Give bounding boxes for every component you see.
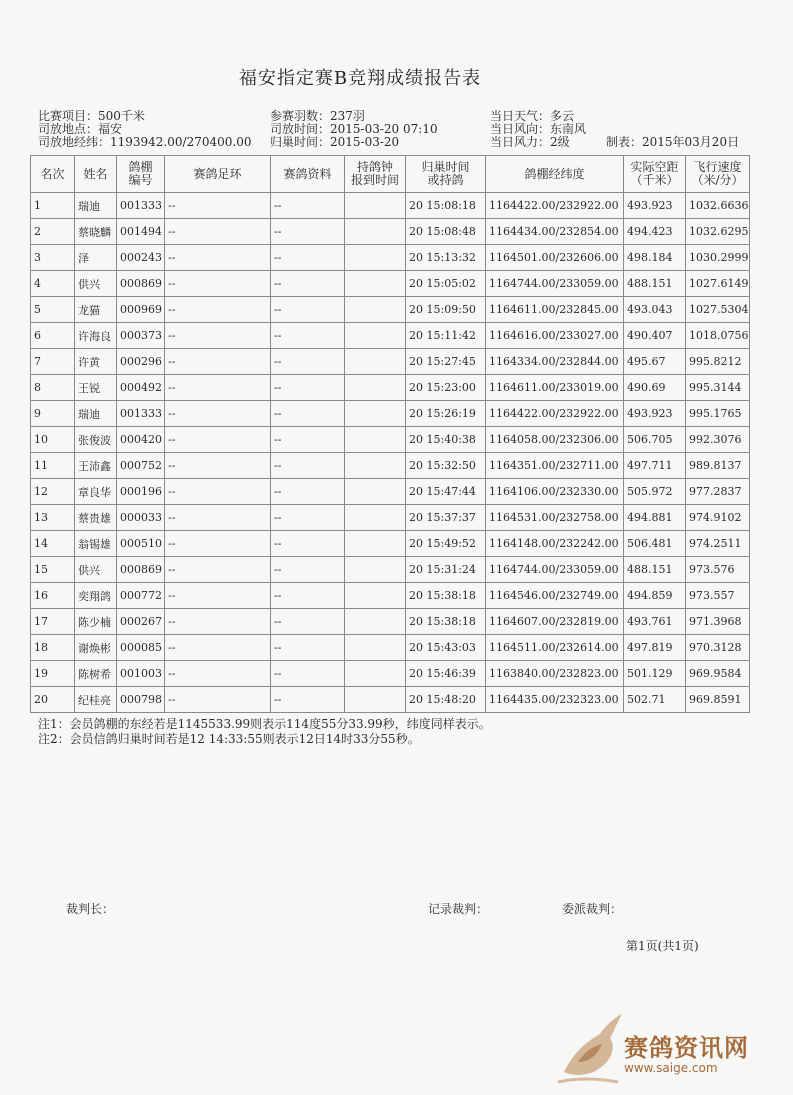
cell-name: 龙猫	[75, 297, 117, 323]
cell-speed: 989.8137	[686, 453, 750, 479]
signature-delegated-judge: 委派裁判：	[562, 902, 623, 916]
cell-return-time: 20 15:23:00	[406, 375, 486, 401]
cell-clock-time	[345, 271, 406, 297]
cell-ring: --	[165, 557, 271, 583]
table-row	[31, 375, 750, 401]
note-1: 注1：会员鸽棚的东经若是1145533.99则表示114度55分33.99秒，纬度同样表示。	[38, 717, 491, 731]
table-header-row	[31, 156, 750, 193]
cell-loft-coords: 1164611.00/233019.00	[486, 375, 624, 401]
page-title: 福安指定赛B竞翔成绩报告表	[238, 68, 482, 89]
cell-return-time: 20 15:31:24	[406, 557, 486, 583]
cell-distance: 494.859	[624, 583, 686, 609]
cell-loft-id: 000772	[117, 583, 165, 609]
watermark-text: 赛鸽资讯网	[624, 1034, 749, 1062]
cell-return-time: 20 15:38:18	[406, 609, 486, 635]
cell-rank: 10	[31, 427, 75, 453]
cell-distance: 494.881	[624, 505, 686, 531]
cell-ring: --	[165, 453, 271, 479]
cell-loft-coords: 1164546.00/232749.00	[486, 583, 624, 609]
meta-return-time: 归巢时间：2015-03-20	[270, 135, 400, 149]
meta-made-date: 制表：2015年03月20日	[606, 135, 740, 149]
cell-loft-coords: 1164501.00/232606.00	[486, 245, 624, 271]
cell-speed: 1032.6636	[686, 193, 750, 219]
cell-speed: 1030.2999	[686, 245, 750, 271]
cell-rank: 18	[31, 635, 75, 661]
cell-loft-coords: 1164058.00/232306.00	[486, 427, 624, 453]
cell-info: --	[271, 401, 345, 427]
cell-return-time: 20 15:46:39	[406, 661, 486, 687]
table-row	[31, 323, 750, 349]
cell-info: --	[271, 505, 345, 531]
cell-loft-coords: 1164531.00/232758.00	[486, 505, 624, 531]
cell-speed: 969.8591	[686, 687, 750, 713]
cell-rank: 9	[31, 401, 75, 427]
cell-info: --	[271, 531, 345, 557]
cell-rank: 2	[31, 219, 75, 245]
cell-rank: 3	[31, 245, 75, 271]
cell-clock-time	[345, 349, 406, 375]
cell-speed: 977.2837	[686, 479, 750, 505]
cell-name: 奕翔鸽	[75, 583, 117, 609]
cell-info: --	[271, 661, 345, 687]
table-row	[31, 609, 750, 635]
cell-return-time: 20 15:27:45	[406, 349, 486, 375]
table-row	[31, 687, 750, 713]
cell-loft-id: 000798	[117, 687, 165, 713]
cell-distance: 493.923	[624, 193, 686, 219]
cell-loft-id: 000267	[117, 609, 165, 635]
cell-distance: 494.423	[624, 219, 686, 245]
cell-info: --	[271, 635, 345, 661]
cell-return-time: 20 15:43:03	[406, 635, 486, 661]
cell-ring: --	[165, 297, 271, 323]
cell-clock-time	[345, 505, 406, 531]
cell-name: 蔡晓麟	[75, 219, 117, 245]
cell-loft-id: 001333	[117, 193, 165, 219]
cell-name: 瑞迪	[75, 193, 117, 219]
cell-name: 许黄	[75, 349, 117, 375]
cell-name: 纪桂亮	[75, 687, 117, 713]
cell-loft-id: 000969	[117, 297, 165, 323]
pigeon-logo-icon	[556, 1012, 626, 1086]
cell-loft-coords: 1164435.00/232323.00	[486, 687, 624, 713]
table-row	[31, 635, 750, 661]
header-info: 赛鸽资料	[271, 156, 345, 193]
cell-loft-id: 000869	[117, 271, 165, 297]
cell-ring: --	[165, 505, 271, 531]
table-row	[31, 297, 750, 323]
cell-rank: 8	[31, 375, 75, 401]
cell-rank: 13	[31, 505, 75, 531]
cell-info: --	[271, 687, 345, 713]
table-row	[31, 479, 750, 505]
cell-name: 王锐	[75, 375, 117, 401]
cell-ring: --	[165, 375, 271, 401]
cell-loft-coords: 1164148.00/232242.00	[486, 531, 624, 557]
cell-return-time: 20 15:13:32	[406, 245, 486, 271]
cell-name: 许海良	[75, 323, 117, 349]
cell-info: --	[271, 609, 345, 635]
cell-ring: --	[165, 635, 271, 661]
cell-clock-time	[345, 453, 406, 479]
cell-loft-id: 001333	[117, 401, 165, 427]
cell-clock-time	[345, 219, 406, 245]
cell-ring: --	[165, 609, 271, 635]
cell-name: 供兴	[75, 271, 117, 297]
cell-distance: 505.972	[624, 479, 686, 505]
table-row	[31, 219, 750, 245]
cell-rank: 19	[31, 661, 75, 687]
header-rank: 名次	[31, 156, 75, 193]
cell-distance: 506.705	[624, 427, 686, 453]
cell-name: 供兴	[75, 557, 117, 583]
cell-rank: 16	[31, 583, 75, 609]
cell-ring: --	[165, 661, 271, 687]
cell-loft-coords: 1164334.00/232844.00	[486, 349, 624, 375]
cell-return-time: 20 15:47:44	[406, 479, 486, 505]
cell-ring: --	[165, 349, 271, 375]
header-loft-coords: 鸽棚经纬度	[486, 156, 624, 193]
cell-loft-id: 000492	[117, 375, 165, 401]
cell-return-time: 20 15:40:38	[406, 427, 486, 453]
cell-name: 翁锡雄	[75, 531, 117, 557]
cell-info: --	[271, 557, 345, 583]
cell-distance: 490.407	[624, 323, 686, 349]
meta-event: 比赛项目：500千米	[38, 109, 145, 123]
cell-rank: 17	[31, 609, 75, 635]
cell-speed: 974.2511	[686, 531, 750, 557]
page-number: 第1页(共1页)	[626, 939, 699, 953]
cell-info: --	[271, 453, 345, 479]
cell-name: 陈少楠	[75, 609, 117, 635]
cell-distance: 493.761	[624, 609, 686, 635]
table-row	[31, 557, 750, 583]
watermark-url: www.saige.com	[624, 1061, 718, 1075]
cell-clock-time	[345, 297, 406, 323]
cell-name: 谢焕彬	[75, 635, 117, 661]
cell-return-time: 20 15:08:18	[406, 193, 486, 219]
cell-rank: 7	[31, 349, 75, 375]
cell-return-time: 20 15:49:52	[406, 531, 486, 557]
header-loft-id: 鸽棚 编号	[117, 156, 165, 193]
cell-distance: 501.129	[624, 661, 686, 687]
cell-return-time: 20 15:38:18	[406, 583, 486, 609]
cell-clock-time	[345, 427, 406, 453]
table-row	[31, 531, 750, 557]
cell-rank: 1	[31, 193, 75, 219]
cell-return-time: 20 15:11:42	[406, 323, 486, 349]
table-row	[31, 427, 750, 453]
cell-loft-id: 000196	[117, 479, 165, 505]
cell-loft-coords: 1164744.00/233059.00	[486, 557, 624, 583]
cell-speed: 995.3144	[686, 375, 750, 401]
cell-loft-coords: 1164351.00/232711.00	[486, 453, 624, 479]
cell-ring: --	[165, 245, 271, 271]
cell-loft-id: 001003	[117, 661, 165, 687]
cell-speed: 974.9102	[686, 505, 750, 531]
meta-weather: 当日天气：多云	[490, 109, 575, 123]
cell-rank: 6	[31, 323, 75, 349]
cell-loft-id: 000420	[117, 427, 165, 453]
cell-info: --	[271, 271, 345, 297]
cell-name: 蔡贵雄	[75, 505, 117, 531]
table-row	[31, 245, 750, 271]
cell-speed: 992.3076	[686, 427, 750, 453]
cell-info: --	[271, 349, 345, 375]
cell-name: 王沛鑫	[75, 453, 117, 479]
cell-speed: 1027.5304	[686, 297, 750, 323]
cell-info: --	[271, 583, 345, 609]
meta-release-coords: 司放地经纬：1193942.00/270400.00	[38, 135, 252, 149]
cell-clock-time	[345, 323, 406, 349]
cell-loft-coords: 1164434.00/232854.00	[486, 219, 624, 245]
cell-clock-time	[345, 635, 406, 661]
cell-speed: 970.3128	[686, 635, 750, 661]
table-row	[31, 505, 750, 531]
cell-name: 章良华	[75, 479, 117, 505]
header-speed: 飞行速度 （米/分）	[686, 156, 750, 193]
cell-loft-id: 000296	[117, 349, 165, 375]
cell-return-time: 20 15:48:20	[406, 687, 486, 713]
cell-speed: 969.9584	[686, 661, 750, 687]
cell-distance: 497.819	[624, 635, 686, 661]
cell-speed: 973.557	[686, 583, 750, 609]
cell-loft-coords: 1164744.00/233059.00	[486, 271, 624, 297]
meta-release-place: 司放地点：福安	[38, 122, 123, 136]
cell-loft-id: 001494	[117, 219, 165, 245]
cell-loft-id: 000243	[117, 245, 165, 271]
header-return-time: 归巢时间 或持鸽	[406, 156, 486, 193]
cell-ring: --	[165, 479, 271, 505]
cell-loft-id: 000752	[117, 453, 165, 479]
cell-speed: 971.3968	[686, 609, 750, 635]
cell-name: 泽	[75, 245, 117, 271]
table-row	[31, 661, 750, 687]
cell-info: --	[271, 323, 345, 349]
cell-distance: 495.67	[624, 349, 686, 375]
cell-clock-time	[345, 609, 406, 635]
cell-loft-id: 000373	[117, 323, 165, 349]
cell-clock-time	[345, 193, 406, 219]
cell-clock-time	[345, 245, 406, 271]
cell-distance: 493.923	[624, 401, 686, 427]
cell-loft-coords: 1164607.00/232819.00	[486, 609, 624, 635]
cell-ring: --	[165, 531, 271, 557]
header-clock-time: 持鸽钟 报到时间	[345, 156, 406, 193]
cell-loft-coords: 1164616.00/233027.00	[486, 323, 624, 349]
meta-release-time: 司放时间：2015-03-20 07:10	[270, 122, 438, 136]
table-row	[31, 193, 750, 219]
cell-return-time: 20 15:37:37	[406, 505, 486, 531]
cell-distance: 488.151	[624, 557, 686, 583]
meta-wind-direction: 当日风向：东南风	[490, 122, 587, 136]
table-row	[31, 401, 750, 427]
cell-rank: 20	[31, 687, 75, 713]
cell-rank: 14	[31, 531, 75, 557]
cell-info: --	[271, 297, 345, 323]
cell-ring: --	[165, 271, 271, 297]
cell-name: 张俊波	[75, 427, 117, 453]
cell-rank: 5	[31, 297, 75, 323]
cell-loft-id: 000869	[117, 557, 165, 583]
cell-info: --	[271, 427, 345, 453]
cell-speed: 995.1765	[686, 401, 750, 427]
cell-rank: 15	[31, 557, 75, 583]
cell-speed: 1027.6149	[686, 271, 750, 297]
table-row	[31, 349, 750, 375]
cell-return-time: 20 15:26:19	[406, 401, 486, 427]
cell-distance: 488.151	[624, 271, 686, 297]
cell-clock-time	[345, 687, 406, 713]
cell-info: --	[271, 245, 345, 271]
cell-return-time: 20 15:09:50	[406, 297, 486, 323]
cell-ring: --	[165, 427, 271, 453]
cell-loft-coords: 1163840.00/232823.00	[486, 661, 624, 687]
cell-loft-coords: 1164422.00/232922.00	[486, 193, 624, 219]
cell-rank: 4	[31, 271, 75, 297]
cell-distance: 498.184	[624, 245, 686, 271]
cell-return-time: 20 15:32:50	[406, 453, 486, 479]
cell-clock-time	[345, 661, 406, 687]
cell-ring: --	[165, 193, 271, 219]
cell-info: --	[271, 479, 345, 505]
cell-rank: 11	[31, 453, 75, 479]
table-row	[31, 453, 750, 479]
cell-speed: 1018.0756	[686, 323, 750, 349]
cell-loft-coords: 1164611.00/232845.00	[486, 297, 624, 323]
signature-chief-judge: 裁判长：	[66, 902, 115, 916]
cell-distance: 502.71	[624, 687, 686, 713]
cell-loft-id: 000085	[117, 635, 165, 661]
cell-info: --	[271, 219, 345, 245]
cell-ring: --	[165, 219, 271, 245]
cell-return-time: 20 15:05:02	[406, 271, 486, 297]
cell-ring: --	[165, 401, 271, 427]
results-table	[30, 155, 750, 713]
cell-clock-time	[345, 557, 406, 583]
cell-clock-time	[345, 375, 406, 401]
cell-info: --	[271, 193, 345, 219]
meta-birds: 参赛羽数：237羽	[270, 109, 365, 123]
cell-loft-coords: 1164511.00/232614.00	[486, 635, 624, 661]
cell-speed: 973.576	[686, 557, 750, 583]
cell-distance: 497.711	[624, 453, 686, 479]
cell-name: 陈树希	[75, 661, 117, 687]
cell-ring: --	[165, 583, 271, 609]
cell-name: 瑞迪	[75, 401, 117, 427]
cell-distance: 506.481	[624, 531, 686, 557]
cell-return-time: 20 15:08:48	[406, 219, 486, 245]
signature-recording-judge: 记录裁判：	[428, 902, 489, 916]
cell-rank: 12	[31, 479, 75, 505]
cell-speed: 1032.6295	[686, 219, 750, 245]
cell-loft-coords: 1164106.00/232330.00	[486, 479, 624, 505]
cell-speed: 995.8212	[686, 349, 750, 375]
cell-clock-time	[345, 401, 406, 427]
cell-loft-coords: 1164422.00/232922.00	[486, 401, 624, 427]
cell-clock-time	[345, 531, 406, 557]
cell-distance: 490.69	[624, 375, 686, 401]
cell-loft-id: 000510	[117, 531, 165, 557]
note-2: 注2：会员信鸽归巢时间若是12 14:33:55则表示12日14时33分55秒。	[38, 732, 420, 746]
watermark	[556, 1012, 788, 1086]
header-distance: 实际空距 （千米）	[624, 156, 686, 193]
table-row	[31, 271, 750, 297]
header-ring: 赛鸽足环	[165, 156, 271, 193]
cell-clock-time	[345, 479, 406, 505]
header-name: 姓名	[75, 156, 117, 193]
cell-info: --	[271, 375, 345, 401]
cell-distance: 493.043	[624, 297, 686, 323]
notes	[38, 717, 491, 747]
cell-ring: --	[165, 687, 271, 713]
table-row	[31, 583, 750, 609]
cell-clock-time	[345, 583, 406, 609]
meta-wind-force: 当日风力：2级	[490, 135, 570, 149]
cell-ring: --	[165, 323, 271, 349]
cell-loft-id: 000033	[117, 505, 165, 531]
